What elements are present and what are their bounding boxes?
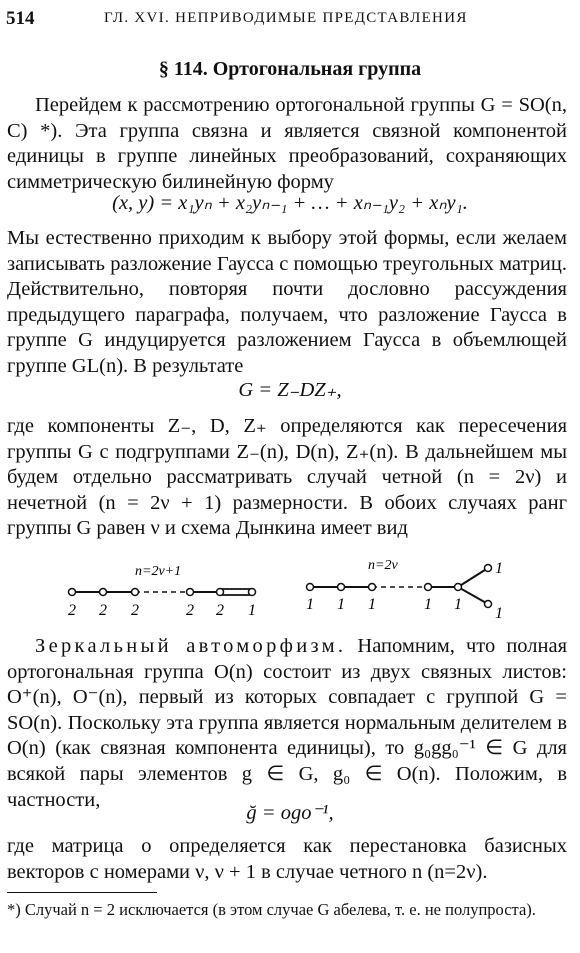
mirror-heading: Зеркальный автоморфизм. xyxy=(35,635,347,657)
paragraph-mirror xyxy=(7,634,567,813)
dynkin-node xyxy=(485,565,492,572)
dynkin-d-mark: 1 xyxy=(495,560,503,577)
dynkin-b-label: n=2ν+1 xyxy=(135,564,182,579)
formula-mirror-automorphism: ğ = ogo⁻¹, xyxy=(246,802,334,824)
paragraph-matrix xyxy=(7,834,567,885)
dynkin-node xyxy=(455,584,462,591)
formula-bilinear-form: (x, y) = x₁yₙ + x₂yₙ₋₁ + … + xₙ₋₁y₂ + xₙy₁. xyxy=(112,192,468,214)
paragraph-gauss-text: Мы естественно приходим к выбору этой формы, если желаем записывать разложение Гаусса с помощью треугольных матриц. Действительно, повторяя почти дословно рассуждения предыдущего параграфа, получаем, что разложение Гаусса в группе G индуцируется разложением Гаусса в объемлющей группе GL(n). В результате xyxy=(7,227,567,377)
dynkin-node xyxy=(425,584,432,591)
dynkin-node xyxy=(100,589,107,596)
dynkin-diagrams xyxy=(0,553,580,633)
section-title: § 114. Ортогональная группа xyxy=(158,58,422,80)
dynkin-b-mark: 2 xyxy=(131,602,139,619)
dynkin-node xyxy=(338,584,345,591)
formula-gauss-decomposition: G = Z₋DZ₊, xyxy=(238,379,342,401)
dynkin-d-mark: 1 xyxy=(454,596,462,613)
dynkin-d-mark: 1 xyxy=(337,596,345,613)
running-title: ГЛ. XVI. НЕПРИВОДИМЫЕ ПРЕДСТАВЛЕНИЯ xyxy=(104,10,468,26)
paragraph-gauss xyxy=(7,226,567,380)
paragraph-components xyxy=(7,414,567,542)
footnote: *) Случай n = 2 исключается (в этом случае G абелева, т. е. не полупроста). xyxy=(7,900,536,919)
dynkin-node xyxy=(307,584,314,591)
dynkin-node xyxy=(485,601,492,608)
paragraph-matrix-text: где матрица o определяется как перестановка базисных векторов с номерами ν, ν + 1 в случае четного n (n=2ν). xyxy=(7,835,567,883)
paragraph-components-text: где компоненты Z₋, D, Z₊ определяются как пересечения группы G с подгруппами Z₋(n), D(n), Z₊(n). В дальнейшем мы будем отдельно рассматривать случай четной (n = 2ν) и нечетной (n = 2ν + 1) размерности. В обоих случаях ранг группы G равен ν и схема Дынкина имеет вид xyxy=(7,415,567,540)
dynkin-b-mark: 2 xyxy=(99,602,107,619)
dynkin-d-mark: 1 xyxy=(306,596,314,613)
dynkin-d-mark: 1 xyxy=(368,596,376,613)
dynkin-b-mark: 2 xyxy=(186,602,194,619)
dynkin-d-mark: 1 xyxy=(495,605,503,622)
paragraph-intro-text: Перейдем к рассмотрению ортогональной группы G = SO(n, C) *). Эта группа связна и является связной компонентой единицы в группе линейных преобразований, сохраняющих симметрическую билинейную форму xyxy=(7,94,567,193)
paragraph-mirror-text: Напомним, что полная ортогональная группа O(n) состоит из двух связных листов: O⁺(n), O⁻(n), первый из которых совпадает с группой G = SO(n). Поскольку эта группа является нормальным делителем в O(n) (как связная компонента единицы), то g₀gg₀⁻¹ ∈ G для всякой пары элементов g ∈ G, g₀ ∈ O(n). Положим, в частности, xyxy=(7,635,568,811)
dynkin-node xyxy=(132,589,139,596)
dynkin-diagram-b xyxy=(68,564,256,619)
dynkin-node xyxy=(69,589,76,596)
running-header xyxy=(6,8,566,30)
dynkin-node xyxy=(217,589,224,596)
dynkin-d-label: n=2ν xyxy=(368,558,398,573)
page-number: 514 xyxy=(6,8,35,29)
dynkin-d-mark: 1 xyxy=(424,596,432,613)
paragraph-intro xyxy=(7,93,567,195)
dynkin-node xyxy=(249,589,256,596)
dynkin-b-mark: 2 xyxy=(216,602,224,619)
footnote-rule xyxy=(7,892,157,893)
dynkin-node xyxy=(187,589,194,596)
dynkin-b-mark: 2 xyxy=(68,602,76,619)
dynkin-node xyxy=(369,584,376,591)
dynkin-diagram-d xyxy=(306,558,503,622)
dynkin-b-mark: 1 xyxy=(248,602,256,619)
